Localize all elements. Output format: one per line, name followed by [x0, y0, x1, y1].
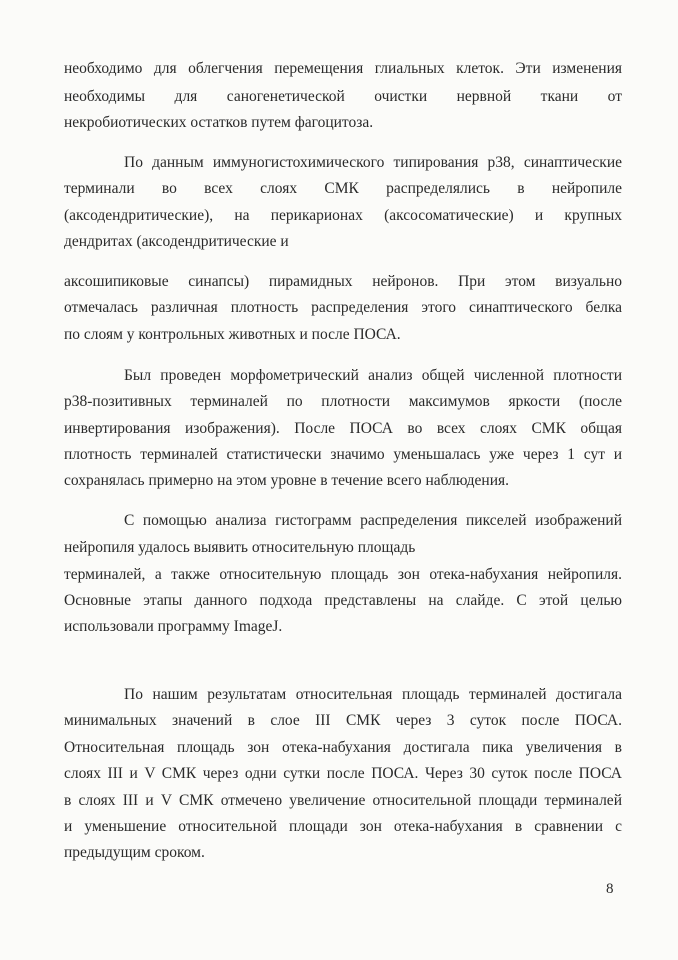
text-line: С помощью анализа гистограмм распределения пикселей изображений: [124, 512, 622, 529]
text-line: использовали программу ImageJ.: [64, 618, 283, 635]
text-line: дендритах (аксодендритические и: [64, 233, 289, 250]
text-line: (аксодендритические), на перикарионах (аксосоматические) и крупных: [64, 207, 622, 224]
text-line: плотность терминалей статистически значимо уменьшалась уже через 1 сут и: [64, 446, 622, 463]
text-line: отмечалась различная плотность распределения этого синаптического белка: [64, 299, 622, 316]
text-line: Основные этапы данного подхода представлены на слайде. С этой целью: [64, 592, 622, 609]
text-line: слоях III и V СМК через одни сутки после ПОСА. Через 30 суток после ПОСА: [64, 765, 622, 782]
text-line: аксошипиковые синапсы) пирамидных нейронов. При этом визуально: [64, 273, 622, 290]
text-line: сохранялась примерно на этом уровне в течение всего наблюдения.: [64, 472, 510, 489]
text-line: По нашим результатам относительная площадь терминалей достигала: [124, 686, 622, 703]
text-line: некробиотических остатков путем фагоцитоза.: [64, 114, 374, 131]
text-line: в слоях III и V СМК отмечено увеличение относительной площади терминалей: [64, 792, 622, 809]
text-line: Был проведен морфометрический анализ общей численной плотности: [124, 367, 622, 384]
text-line: По данным иммуногистохимического типирования р38, синаптические: [124, 154, 622, 171]
text-line: по слоям у контрольных животных и после ПОСА.: [64, 326, 401, 343]
text-line: необходимо для облегчения перемещения глиальных клеток. Эти изменения: [64, 60, 622, 77]
text-line: терминалей, а также относительную площадь зон отека-набухания нейропиля.: [64, 566, 622, 583]
text-line: терминали во всех слоях СМК распределялись в нейропиле: [64, 180, 622, 197]
text-line: предыдущим сроком.: [64, 844, 205, 861]
page-number: 8: [606, 881, 614, 897]
text-line: нейропиля удалось выявить относительную площадь: [64, 539, 416, 556]
text-line: и уменьшение относительной площади зон отека-набухания в сравнении с: [64, 818, 622, 835]
text-line: минимальных значений в слое III СМК через 3 суток после ПОСА.: [64, 712, 622, 729]
text-line: необходимы для саногенетической очистки нервной ткани от: [64, 88, 622, 105]
text-line: Относительная площадь зон отека-набухания достигала пика увеличения в: [64, 739, 622, 756]
text-line: р38-позитивных терминалей по плотности максимумов яркости (после: [64, 393, 622, 410]
text-line: инвертирования изображения). После ПОСА во всех слоях СМК общая: [64, 420, 622, 437]
